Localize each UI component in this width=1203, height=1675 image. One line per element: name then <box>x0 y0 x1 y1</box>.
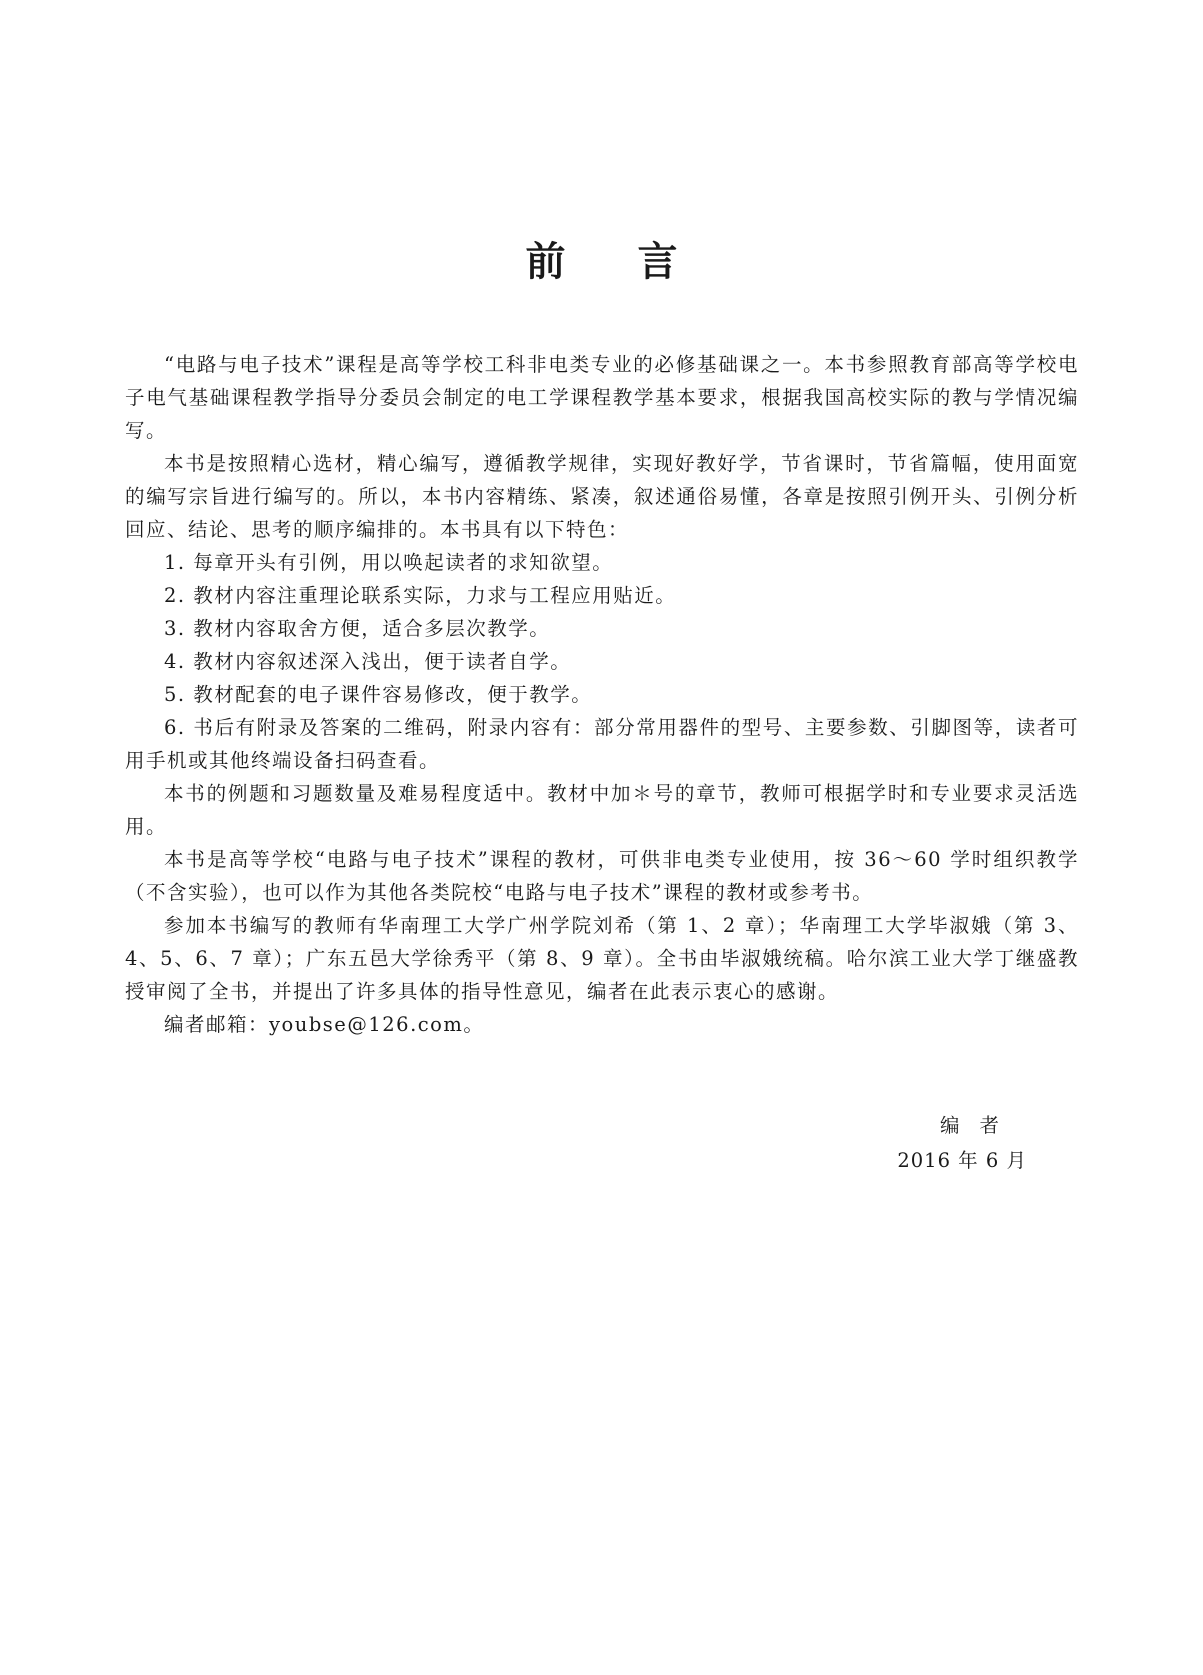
feature-item-6: 6. 书后有附录及答案的二维码，附录内容有：部分常用器件的型号、主要参数、引脚图等，读者可用手机或其他终端设备扫码查看。 <box>125 716 1079 772</box>
preface-body <box>125 348 1079 1041</box>
feature-item-5: 5. 教材配套的电子课件容易修改，便于教学。 <box>164 683 593 706</box>
signature-author: 编者 <box>939 1114 1019 1137</box>
feature-item-2: 2. 教材内容注重理论联系实际，力求与工程应用贴近。 <box>164 584 677 607</box>
paragraph-purpose: 本书是按照精心选材，精心编写，遵循教学规律，实现好教好学，节省课时，节省篇幅，使用面宽的编写宗旨进行编写的。所以，本书内容精练、紧凑，叙述通俗易懂，各章是按照引例开头、引例分析回应、结论、思考的顺序编排的。本书具有以下特色： <box>125 452 1079 541</box>
page-title: 前言 <box>525 238 750 285</box>
signature-date: 2016 年 6 月 <box>897 1149 1027 1172</box>
paragraph-intro: “电路与电子技术”课程是高等学校工科非电类专业的必修基础课之一。本书参照教育部高等学校电子电气基础课程教学指导分委员会制定的电工学课程教学基本要求，根据我国高校实际的教与学情况编写。 <box>125 353 1079 442</box>
paragraph-authors: 参加本书编写的教师有华南理工大学广州学院刘希（第 1、2 章）；华南理工大学毕淑娥（第 3、4、5、6、7 章）；广东五邑大学徐秀平（第 8、9 章）。全书由毕淑娥统稿。哈尔滨工业大学丁继盛教授审阅了全书，并提出了许多具体的指导性意见，编者在此表示衷心的感谢。 <box>125 914 1079 1003</box>
paragraph-email: 编者邮箱：youbse@126.com。 <box>164 1013 485 1036</box>
paragraph-exercises: 本书的例题和习题数量及难易程度适中。教材中加＊号的章节，教师可根据学时和专业要求灵活选用。 <box>125 782 1079 838</box>
paragraph-usage: 本书是高等学校“电路与电子技术”课程的教材，可供非电类专业使用，按 36～60 学时组织教学（不含实验），也可以作为其他各类院校“电路与电子技术”课程的教材或参考书。 <box>125 848 1079 904</box>
feature-item-1: 1. 每章开头有引例，用以唤起读者的求知欲望。 <box>164 551 614 574</box>
signature-block <box>807 1108 1027 1178</box>
feature-item-3: 3. 教材内容取舍方便，适合多层次教学。 <box>164 617 551 640</box>
feature-item-4: 4. 教材内容叙述深入浅出，便于读者自学。 <box>164 650 572 673</box>
